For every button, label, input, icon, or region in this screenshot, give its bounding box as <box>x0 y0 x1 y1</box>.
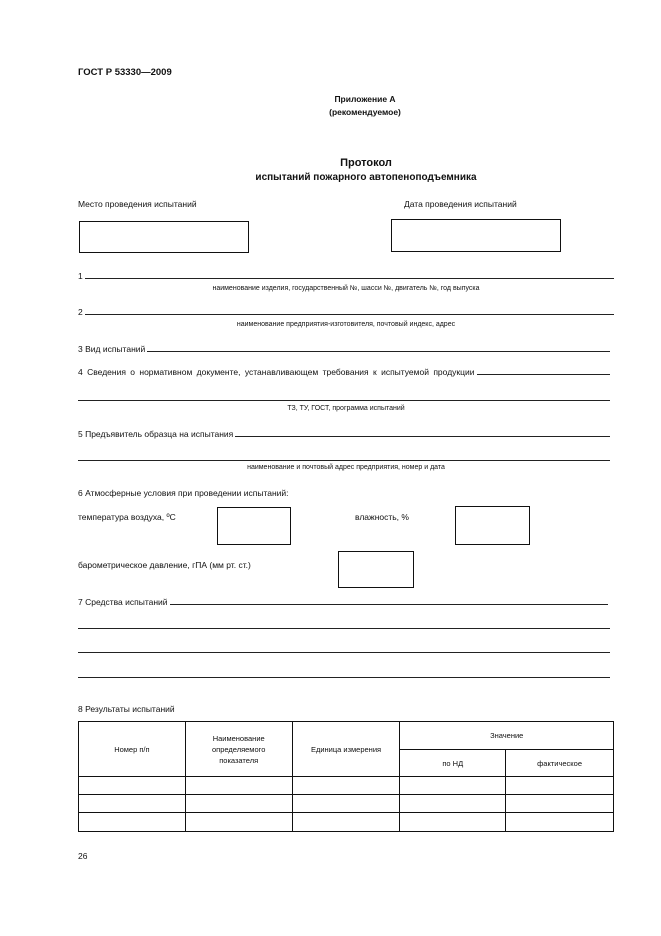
test-place-label: Место проведения испытаний <box>78 199 197 209</box>
table-cell[interactable] <box>400 777 506 795</box>
table-cell[interactable] <box>292 777 400 795</box>
table-cell[interactable] <box>79 777 186 795</box>
item3-input-line[interactable] <box>147 351 610 352</box>
item5-row <box>78 429 610 439</box>
col-unit-header: Единица измерения <box>292 722 400 777</box>
col-value-header: Значение <box>400 722 614 750</box>
pressure-field[interactable] <box>338 551 414 588</box>
item7-label: 7 Средства испытаний <box>78 597 168 607</box>
item6-label: 6 Атмосферные условия при проведении испытаний: <box>78 488 289 498</box>
table-cell[interactable] <box>185 795 292 813</box>
test-date-label: Дата проведения испытаний <box>404 199 517 209</box>
item1-number: 1 <box>78 271 83 281</box>
col-indicator-header <box>185 722 292 777</box>
test-date-field[interactable] <box>391 219 561 252</box>
col-indicator-header-line1: Наименование <box>212 733 265 743</box>
table-cell[interactable] <box>292 813 400 832</box>
table-cell[interactable] <box>79 795 186 813</box>
col-number-header: Номер п/п <box>79 722 186 777</box>
results-table <box>78 721 614 832</box>
table-row <box>79 777 614 795</box>
item4-label: 4 Сведения о нормативном документе, устанавливающем требования к испытуемой продукции <box>78 367 475 377</box>
table-cell[interactable] <box>292 795 400 813</box>
col-indicator-header-line3: показателя <box>219 755 259 765</box>
item1-input-line[interactable] <box>85 278 614 279</box>
item5-caption: наименование и почтовый адрес предприятия, номер и дата <box>247 464 445 471</box>
item5-input-line-2[interactable] <box>78 460 610 461</box>
table-cell[interactable] <box>400 813 506 832</box>
item7-input-line-2[interactable] <box>78 628 610 629</box>
item2-row <box>78 307 614 317</box>
item8-label: 8 Результаты испытаний <box>78 704 175 714</box>
table-cell[interactable] <box>185 813 292 832</box>
standard-title: ГОСТ Р 53330—2009 <box>78 67 172 78</box>
temperature-field[interactable] <box>217 507 291 545</box>
item2-input-line[interactable] <box>85 314 614 315</box>
item3-row <box>78 344 610 354</box>
table-cell[interactable] <box>506 795 614 813</box>
humidity-label: влажность, % <box>355 512 409 522</box>
table-cell[interactable] <box>79 813 186 832</box>
item7-input-line[interactable] <box>170 604 608 605</box>
protocol-subtitle: испытаний пожарного автопеноподъемника <box>255 172 477 183</box>
col-indicator-header-line2: определяемого <box>211 744 266 754</box>
table-row <box>79 795 614 813</box>
test-place-field[interactable] <box>79 221 249 253</box>
protocol-title: Протокол <box>340 157 392 169</box>
appendix-title: Приложение А <box>334 94 396 104</box>
humidity-field[interactable] <box>455 506 530 545</box>
table-row <box>79 813 614 832</box>
item4-caption: ТЗ, ТУ, ГОСТ, программа испытаний <box>287 405 405 412</box>
item2-caption: наименование предприятия-изготовителя, почтовый индекс, адрес <box>236 321 456 328</box>
item1-row <box>78 271 614 281</box>
temperature-label: температура воздуха, ºС <box>78 512 176 522</box>
item5-label: 5 Предъявитель образца на испытания <box>78 429 234 439</box>
item5-input-line[interactable] <box>235 436 610 437</box>
col-value-actual-header: фактическое <box>506 750 614 777</box>
table-cell[interactable] <box>400 795 506 813</box>
page-number: 26 <box>78 851 88 861</box>
table-cell[interactable] <box>185 777 292 795</box>
appendix-subtitle: (рекомендуемое) <box>329 107 401 117</box>
item4-row <box>78 367 610 377</box>
item3-label: 3 Вид испытаний <box>78 344 146 354</box>
item7-row <box>78 597 608 607</box>
item4-input-line-2[interactable] <box>78 400 610 401</box>
item2-number: 2 <box>78 307 83 317</box>
item7-input-line-3[interactable] <box>78 652 610 653</box>
item1-caption: наименование изделия, государственный №, шасси №, двигатель №, год выпуска <box>212 285 480 292</box>
pressure-label: барометрическое давление, гПА (мм рт. ст.) <box>78 560 251 570</box>
table-cell[interactable] <box>506 813 614 832</box>
item4-input-line[interactable] <box>477 374 611 375</box>
table-cell[interactable] <box>506 777 614 795</box>
item7-input-line-4[interactable] <box>78 677 610 678</box>
col-value-nd-header: по НД <box>400 750 506 777</box>
